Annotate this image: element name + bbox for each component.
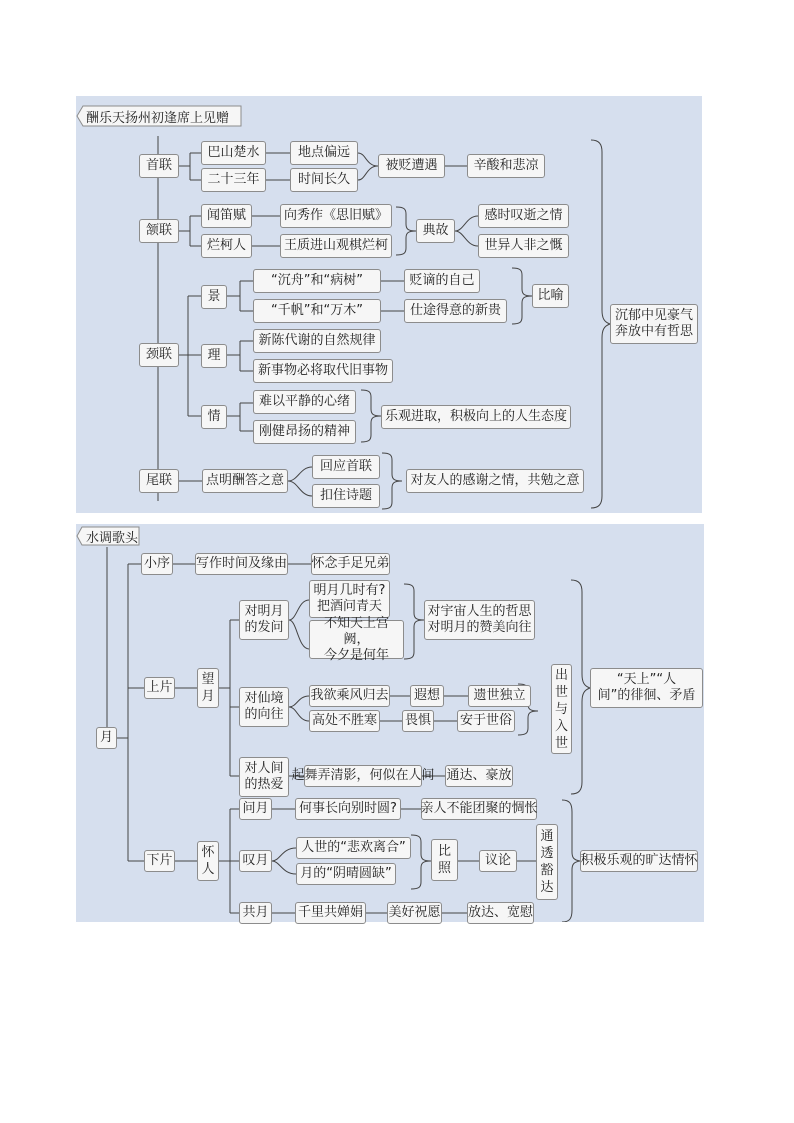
node-yishiduli: 遗世独立 [468, 685, 531, 707]
node-qianfanwanmu: “千帆”和“万木” [253, 299, 381, 323]
node-shiyirenfei: 世异人非之慨 [478, 234, 569, 258]
node-yue: 月 [96, 727, 117, 749]
node-tongtouhuoda: 通 透 豁 达 [536, 824, 558, 900]
node-jijileguan: 积极乐观的旷达情怀 [580, 850, 698, 872]
node-jing: 景 [201, 285, 227, 309]
node-shitudeyi: 仕途得意的新贵 [404, 299, 507, 323]
node-lankeren: 烂柯人 [201, 234, 252, 258]
node-wenyue: 问月 [239, 798, 272, 820]
node-mingyuejishiyou: 明月几时有? 把酒问青天 [309, 580, 390, 618]
node-anyushisu: 安于世俗 [457, 710, 515, 732]
node-ganshitanshi: 感时叹逝之情 [478, 204, 569, 228]
node-tongdahaofang: 通达、豪放 [445, 765, 513, 787]
node-xiangxiuzuo: 向秀作《思旧赋》 [280, 204, 392, 228]
node-xinshiwu: 新事物必将取代旧事物 [253, 359, 393, 383]
node-bizhao: 比 照 [431, 839, 458, 881]
node-duirenjian: 对人间 的热爱 [239, 757, 289, 797]
node-wangzhi: 王质进山观棋烂柯 [280, 234, 392, 258]
poem-title-box [76, 105, 242, 127]
node-yilun: 议论 [479, 850, 517, 872]
node-renshibeihuan: 人世的“悲欢离合” [296, 837, 411, 859]
node-kouzhushiti: 扣住诗题 [312, 484, 380, 508]
node-weiju: 畏惧 [402, 710, 434, 732]
node-qinrenbuneng: 亲人不能团聚的惆怅 [421, 798, 537, 820]
node-xiezuoshijian: 写作时间及缘由 [195, 553, 288, 575]
node-didianpianyuan: 地点偏远 [290, 141, 358, 165]
node-yuedeyinqing: 月的“阴晴圆缺” [296, 863, 396, 885]
node-qianligongchanjuan: 千里共婵娟 [295, 902, 366, 924]
node-wendifu: 闻笛赋 [201, 204, 252, 228]
node-qing: 情 [201, 405, 227, 429]
node-shoulian: 首联 [139, 154, 179, 178]
node-shijianchangjiu: 时间长久 [290, 168, 358, 192]
node-tanyue: 叹月 [239, 850, 272, 872]
node-qiwunongqingying: 起舞弄清影，何似在人间 [304, 765, 422, 787]
node-chushiyurushi: 出 世 与 入 世 [551, 664, 572, 754]
node-xiaxiang: 遐想 [410, 685, 444, 707]
node-diangu: 典故 [416, 219, 455, 243]
node-gangjianangyang: 刚健昂扬的精神 [253, 420, 356, 444]
node-xinsuanhebeiliang: 辛酸和悲凉 [467, 154, 545, 178]
node-duixianjing: 对仙境 的向往 [239, 687, 289, 727]
node-ershisannian: 二十三年 [201, 168, 266, 192]
node-huainianshouzu: 怀念手足兄弟 [311, 553, 390, 575]
mindmap-panel-1 [76, 96, 702, 513]
node-nanyipingjing: 难以平静的心绪 [253, 390, 356, 414]
node-wangyue: 望 月 [197, 668, 219, 708]
node-chenzhoubingshu: “沉舟”和“病树” [253, 269, 381, 293]
poem-title: 酬乐天扬州初逢席上见赠 [86, 110, 230, 126]
node-huairen: 怀 人 [197, 841, 219, 881]
node-buzhitianshang: 不知天上宫阙， 今夕是何年 [309, 620, 404, 659]
poem-title-box [76, 526, 140, 546]
node-beibianzaoyu: 被贬遭遇 [378, 154, 445, 178]
node-li: 理 [201, 344, 227, 368]
node-gaochubushenghan: 高处不胜寒 [309, 710, 380, 732]
node-leguanjinqu: 乐观进取，积极向上的人生态度 [381, 405, 571, 429]
node-fangdakuanwei: 放达、宽慰 [467, 902, 534, 924]
poem-title: 水调歌头 [86, 530, 139, 546]
node-xinchendaixie: 新陈代谢的自然规律 [253, 329, 381, 353]
node-xiapian: 下片 [144, 850, 175, 872]
node-duimingyue: 对明月 的发问 [239, 600, 289, 640]
node-bianzhedeziji: 贬谪的自己 [404, 269, 480, 293]
node-duiyourenganxie: 对友人的感谢之情，共勉之意 [406, 469, 584, 493]
node-hanlian: 颔联 [139, 219, 179, 243]
node-xiaoxu: 小序 [141, 553, 173, 575]
node-bashanchushui: 巴山楚水 [201, 141, 266, 165]
node-gongyue: 共月 [239, 902, 272, 924]
node-huiyingshoulian: 回应首联 [312, 455, 380, 479]
node-jinglian: 颈联 [139, 343, 179, 367]
mindmap-panel-2 [76, 524, 704, 922]
node-weilian: 尾联 [139, 469, 179, 493]
node-heshichangxiang: 何事长向别时圆? [295, 798, 401, 820]
node-meihaozhuyuan: 美好祝愿 [387, 902, 442, 924]
node-theme-summary: 沉郁中见豪气 奔放中有哲思 [610, 304, 698, 344]
node-yuzhourensheng: 对宇宙人生的哲思 对明月的赞美向往 [424, 600, 535, 640]
node-biyu: 比喻 [532, 284, 569, 308]
node-dianmingchouda: 点明酬答之意 [202, 469, 288, 493]
node-tianshangrenjian: “天上”“人 间”的徘徊、矛盾 [590, 668, 703, 708]
node-shangpian: 上片 [144, 677, 175, 699]
node-woyuchengfeng: 我欲乘风归去 [309, 685, 390, 707]
